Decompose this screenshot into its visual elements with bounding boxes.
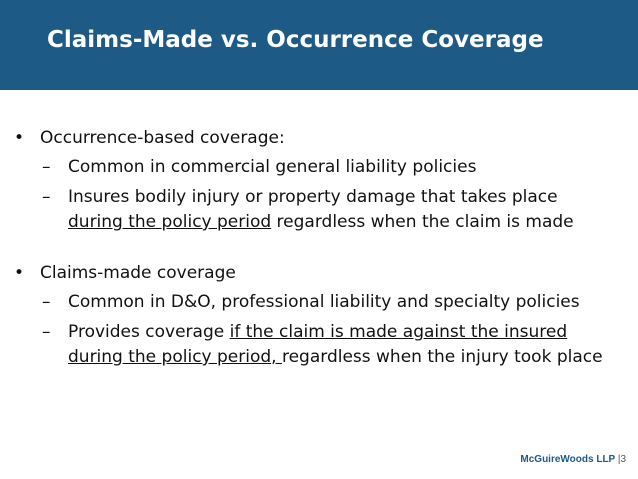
footer-separator: | <box>617 454 621 465</box>
underlined-text: if the claim is made against the insured <box>229 322 568 342</box>
sub-item-text: Common in D&O, professional liability and specialty policies <box>68 292 580 312</box>
dash: – <box>42 322 51 342</box>
bullet-label: Occurrence-based coverage: <box>40 128 285 148</box>
dash: – <box>42 157 51 177</box>
bullet-label: Claims-made coverage <box>40 263 236 283</box>
firm-name: McGuireWoods LLP <box>520 454 616 465</box>
dash: – <box>42 187 51 207</box>
underlined-text: during the policy period, <box>68 347 282 367</box>
bullet-dot: • <box>14 263 25 283</box>
page-number: 3 <box>620 454 626 465</box>
sub-item-text: Insures bodily injury or property damage that takes place <box>68 187 558 207</box>
dash: – <box>42 292 51 312</box>
underlined-text: during the policy period <box>68 212 272 232</box>
footer <box>520 454 626 465</box>
sub-item-text: Provides coverage <box>68 322 230 342</box>
sub-item-text: Common in commercial general liability policies <box>68 157 477 177</box>
sub-item-text: regardless when the claim is made <box>271 212 574 232</box>
sub-item-text: regardless when the injury took place <box>281 347 603 367</box>
bullet-dot: • <box>14 128 25 148</box>
slide-title: Claims-Made vs. Occurrence Coverage <box>47 27 544 53</box>
